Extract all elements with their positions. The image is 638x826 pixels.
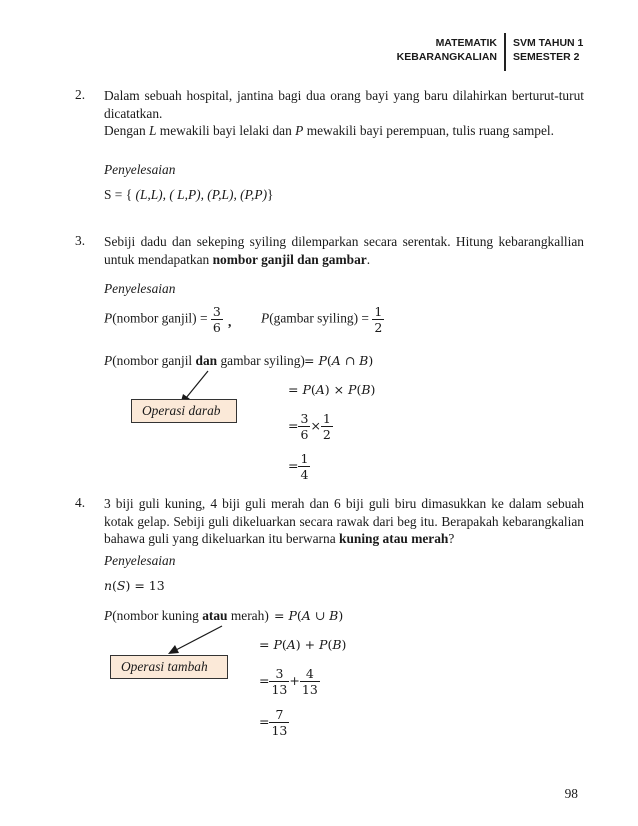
equals: = bbox=[288, 418, 299, 433]
fraction bbox=[298, 411, 310, 442]
arrow-line bbox=[186, 371, 208, 398]
solution-label: Penyelesaian bbox=[104, 281, 176, 296]
p-label: P bbox=[261, 310, 270, 326]
question-4-text bbox=[104, 495, 584, 548]
prob-odd bbox=[104, 304, 223, 335]
numerator: 3 bbox=[300, 411, 309, 426]
combined-a: (nombor ganjil bbox=[112, 353, 196, 368]
operation-multiply-box: Operasi darab bbox=[131, 399, 237, 423]
odd-label: (nombor ganjil) = bbox=[112, 310, 211, 326]
question-4-number: 4. bbox=[75, 495, 86, 510]
fraction bbox=[300, 666, 320, 697]
numerator: 3 bbox=[269, 666, 289, 682]
question-2-number: 2. bbox=[75, 87, 86, 102]
prob-combined-and bbox=[104, 353, 305, 369]
prob-combined-or bbox=[104, 608, 269, 624]
equals: = bbox=[259, 673, 270, 688]
question-3-solution-label bbox=[104, 280, 584, 298]
fraction bbox=[298, 451, 310, 482]
arrow-line bbox=[176, 626, 222, 650]
plus: + bbox=[289, 673, 300, 688]
question-2-line2c: mewakili bayi perempuan, tulis ruang sampel. bbox=[303, 123, 554, 138]
solution-label: Penyelesaian bbox=[104, 162, 176, 177]
question-2-solution-label bbox=[104, 161, 584, 179]
question-4-text-end: ? bbox=[448, 531, 455, 546]
question-3-number: 3. bbox=[75, 233, 86, 248]
q4-step-1: = 𝑃(𝐴 ∪ 𝐵) bbox=[274, 608, 344, 623]
numerator: 1 bbox=[374, 304, 383, 319]
page-number: 98 bbox=[564, 786, 578, 801]
fraction-1-2 bbox=[372, 304, 384, 335]
question-3-text bbox=[104, 233, 584, 268]
denominator: 13 bbox=[301, 682, 318, 697]
p-label: P bbox=[104, 353, 113, 368]
header-semester-line1: SVM TAHUN 1 bbox=[513, 37, 584, 49]
combined-b: gambar syiling) bbox=[217, 353, 305, 368]
sample-size: 𝑛(𝑆) = 13 bbox=[104, 578, 165, 593]
q3-step-3 bbox=[288, 411, 333, 442]
question-4-solution-label bbox=[104, 552, 584, 570]
q4-step-2: = 𝑃(𝐴) + 𝑃(𝐵) bbox=[259, 637, 347, 652]
sample-suffix: } bbox=[267, 187, 274, 202]
numerator: 1 bbox=[300, 451, 309, 466]
header-subject-line2: KEBARANGKALIAN bbox=[396, 51, 497, 63]
p-label: P bbox=[104, 310, 113, 326]
denominator: 4 bbox=[300, 467, 309, 482]
fraction bbox=[269, 666, 289, 697]
header-semester bbox=[506, 33, 593, 71]
question-3-text-bold: nombor ganjil dan gambar bbox=[212, 251, 367, 267]
q3-step-4 bbox=[288, 451, 310, 482]
numerator: 3 bbox=[212, 304, 221, 319]
operation-add-box: Operasi tambah bbox=[110, 655, 228, 679]
question-2-text bbox=[104, 87, 584, 140]
numerator: 1 bbox=[322, 411, 331, 426]
numerator: 4 bbox=[300, 666, 320, 682]
page-header bbox=[397, 33, 593, 71]
equals: = bbox=[288, 458, 299, 473]
times: × bbox=[310, 418, 321, 433]
q4-step-3 bbox=[259, 666, 320, 697]
header-semester-line2: SEMESTER 2 bbox=[513, 51, 580, 63]
solution-label: Penyelesaian bbox=[104, 553, 176, 568]
combined-b: merah) bbox=[227, 608, 269, 623]
combined-bold: dan bbox=[195, 353, 218, 368]
header-subject-line1: MATEMATIK bbox=[435, 37, 497, 49]
question-2-line2b: mewakili bayi lelaki dan bbox=[156, 123, 296, 138]
prob-picture bbox=[261, 304, 384, 335]
combined-a: (nombor kuning bbox=[112, 608, 203, 623]
question-2-line1: Dalam sebuah hospital, jantina bagi dua orang bayi yang baru dilahirkan berturut-turut dicatatkan. bbox=[104, 88, 584, 121]
fraction bbox=[321, 411, 333, 442]
denominator: 6 bbox=[300, 427, 309, 442]
question-2-sample-space bbox=[104, 186, 584, 204]
fraction bbox=[269, 707, 289, 738]
denominator: 2 bbox=[374, 320, 383, 335]
denominator: 2 bbox=[322, 427, 331, 442]
q4-step-4 bbox=[259, 707, 289, 738]
p-label: P bbox=[104, 608, 113, 623]
separator-comma: , bbox=[228, 314, 232, 329]
fraction-3-6 bbox=[211, 304, 223, 335]
denominator: 13 bbox=[271, 682, 288, 697]
question-3-text-end: . bbox=[366, 251, 371, 267]
question-2-line2a: Dengan bbox=[104, 123, 149, 138]
sample-space: (L,L), ( L,P), (P,L), (P,P) bbox=[135, 187, 268, 202]
symbol-p: P bbox=[295, 123, 304, 138]
denominator: 6 bbox=[212, 320, 221, 335]
denominator: 13 bbox=[271, 723, 288, 738]
header-subject bbox=[397, 33, 506, 71]
equals: = bbox=[259, 714, 270, 729]
question-4-text-bold: kuning atau merah bbox=[339, 531, 449, 546]
numerator: 7 bbox=[269, 707, 289, 723]
sample-prefix: S = { bbox=[104, 187, 136, 202]
combined-bold: atau bbox=[202, 608, 228, 623]
q3-step-2: = 𝑃(𝐴) × 𝑃(𝐵) bbox=[288, 382, 376, 397]
question-4-text-a: 3 biji guli kuning, 4 biji guli merah dan 6 biji guli biru dimasukkan ke dalam sebuah kotak gelap. Sebiji guli dikeluarkan secara rawak dari beg itu. Berapakah kebarangkalian bahawa guli yang dikeluarkan itu berwarna bbox=[104, 496, 584, 546]
question-3-text-a: Sebiji dadu dan sekeping syiling dilemparkan secara serentak. Hitung kebarangkallian untuk mendapatkan bbox=[104, 234, 584, 267]
picture-label: (gambar syiling) = bbox=[269, 310, 373, 326]
symbol-l: L bbox=[149, 123, 157, 138]
q3-step-1: = 𝑃(𝐴 ∩ 𝐵) bbox=[304, 353, 374, 368]
